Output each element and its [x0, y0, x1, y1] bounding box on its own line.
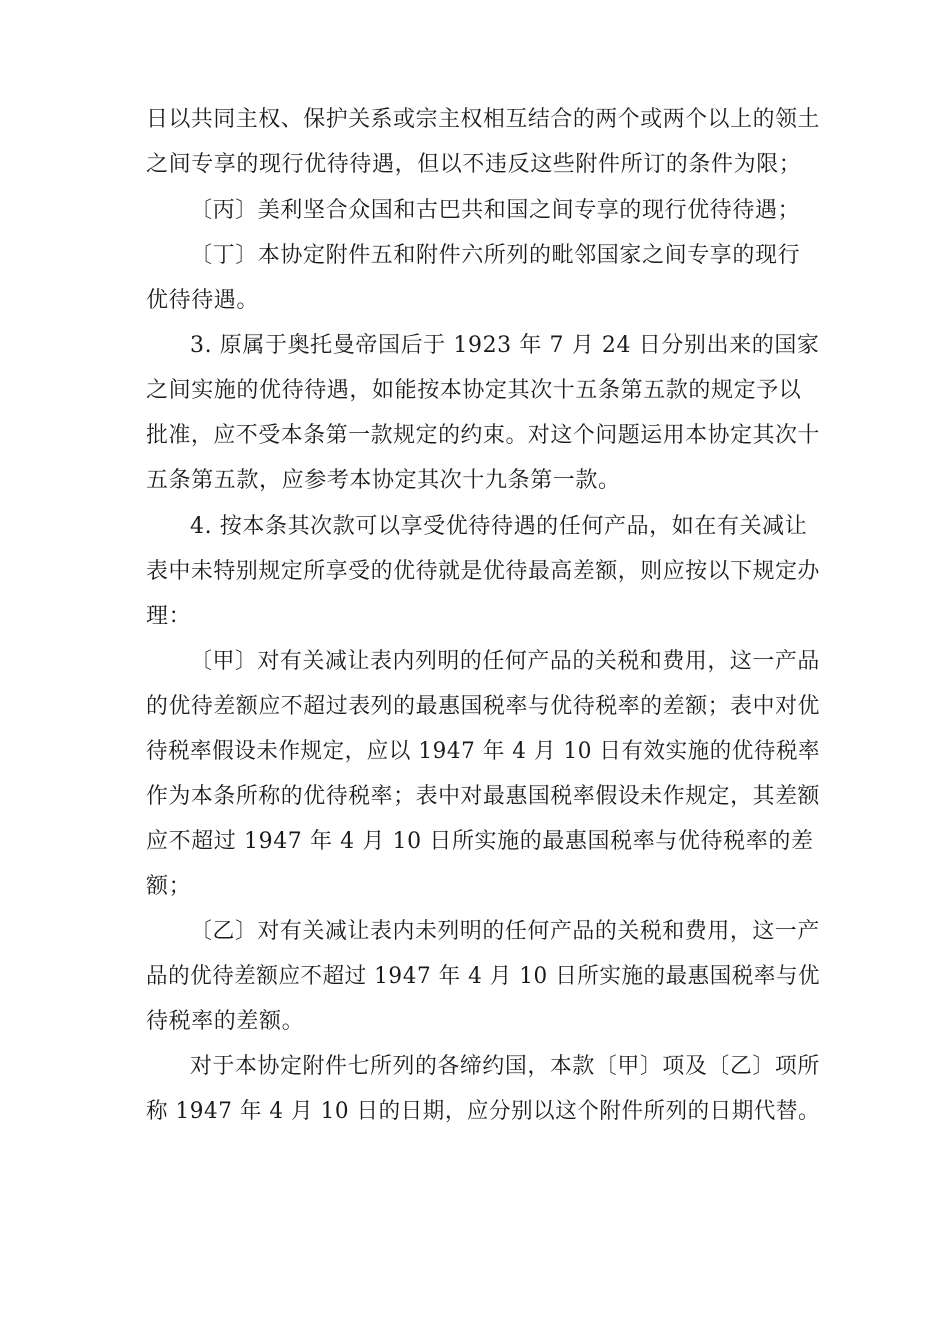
text-line: 4. 按本条其次款可以享受优待待遇的任何产品，如在有关减让 [190, 514, 808, 539]
text-line: 表中未特别规定所享受的优待就是优待最高差额，则应按以下规定办 [146, 559, 821, 584]
text-line: 〔乙〕对有关减让表内未列明的任何产品的关税和费用，这一产 [190, 919, 820, 944]
text-line: 3. 原属于奥托曼帝国后于 1923 年 7 月 24 日分别出来的国家 [190, 333, 820, 358]
text-line: 称 1947 年 4 月 10 日的日期，应分别以这个附件所列的日期代替。 [146, 1099, 821, 1124]
text-line: 五条第五款，应参考本协定其次十九条第一款。 [146, 468, 621, 493]
text-line: 待税率的差额。 [146, 1009, 305, 1034]
text-line: 批准，应不受本条第一款规定的约束。对这个问题运用本协定其次十 [146, 423, 821, 448]
text-line: 的优待差额应不超过表列的最惠国税率与优待税率的差额；表中对优 [146, 694, 821, 719]
text-line: 应不超过 1947 年 4 月 10 日所实施的最惠国税率与优待税率的差 [146, 829, 814, 854]
text-line: 日以共同主权、保护关系或宗主权相互结合的两个或两个以上的领土 [146, 107, 821, 132]
text-line: 对于本协定附件七所列的各缔约国，本款〔甲〕项及〔乙〕项所 [190, 1054, 820, 1079]
text-line: 作为本条所称的优待税率；表中对最惠国税率假设未作规定，其差额 [146, 784, 821, 809]
text-line: 品的优待差额应不超过 1947 年 4 月 10 日所实施的最惠国税率与优 [146, 964, 821, 989]
text-line: 〔丁〕本协定附件五和附件六所列的毗邻国家之间专享的现行 [190, 243, 801, 268]
text-line: 待税率假设未作规定，应以 1947 年 4 月 10 日有效实施的优待税率 [146, 739, 821, 764]
text-line: 额； [146, 874, 192, 899]
text-line: 〔甲〕对有关减让表内列明的任何产品的关税和费用，这一产品 [190, 649, 820, 674]
text-line: 〔丙〕美利坚合众国和古巴共和国之间专享的现行优待待遇； [190, 198, 801, 223]
text-line: 理： [146, 604, 192, 629]
text-line: 之间专享的现行优待待遇，但以不违反这些附件所订的条件为限； [146, 152, 802, 177]
text-line: 优待待遇。 [146, 288, 260, 313]
text-line: 之间实施的优待待遇，如能按本协定其次十五条第五款的规定予以 [146, 378, 802, 403]
